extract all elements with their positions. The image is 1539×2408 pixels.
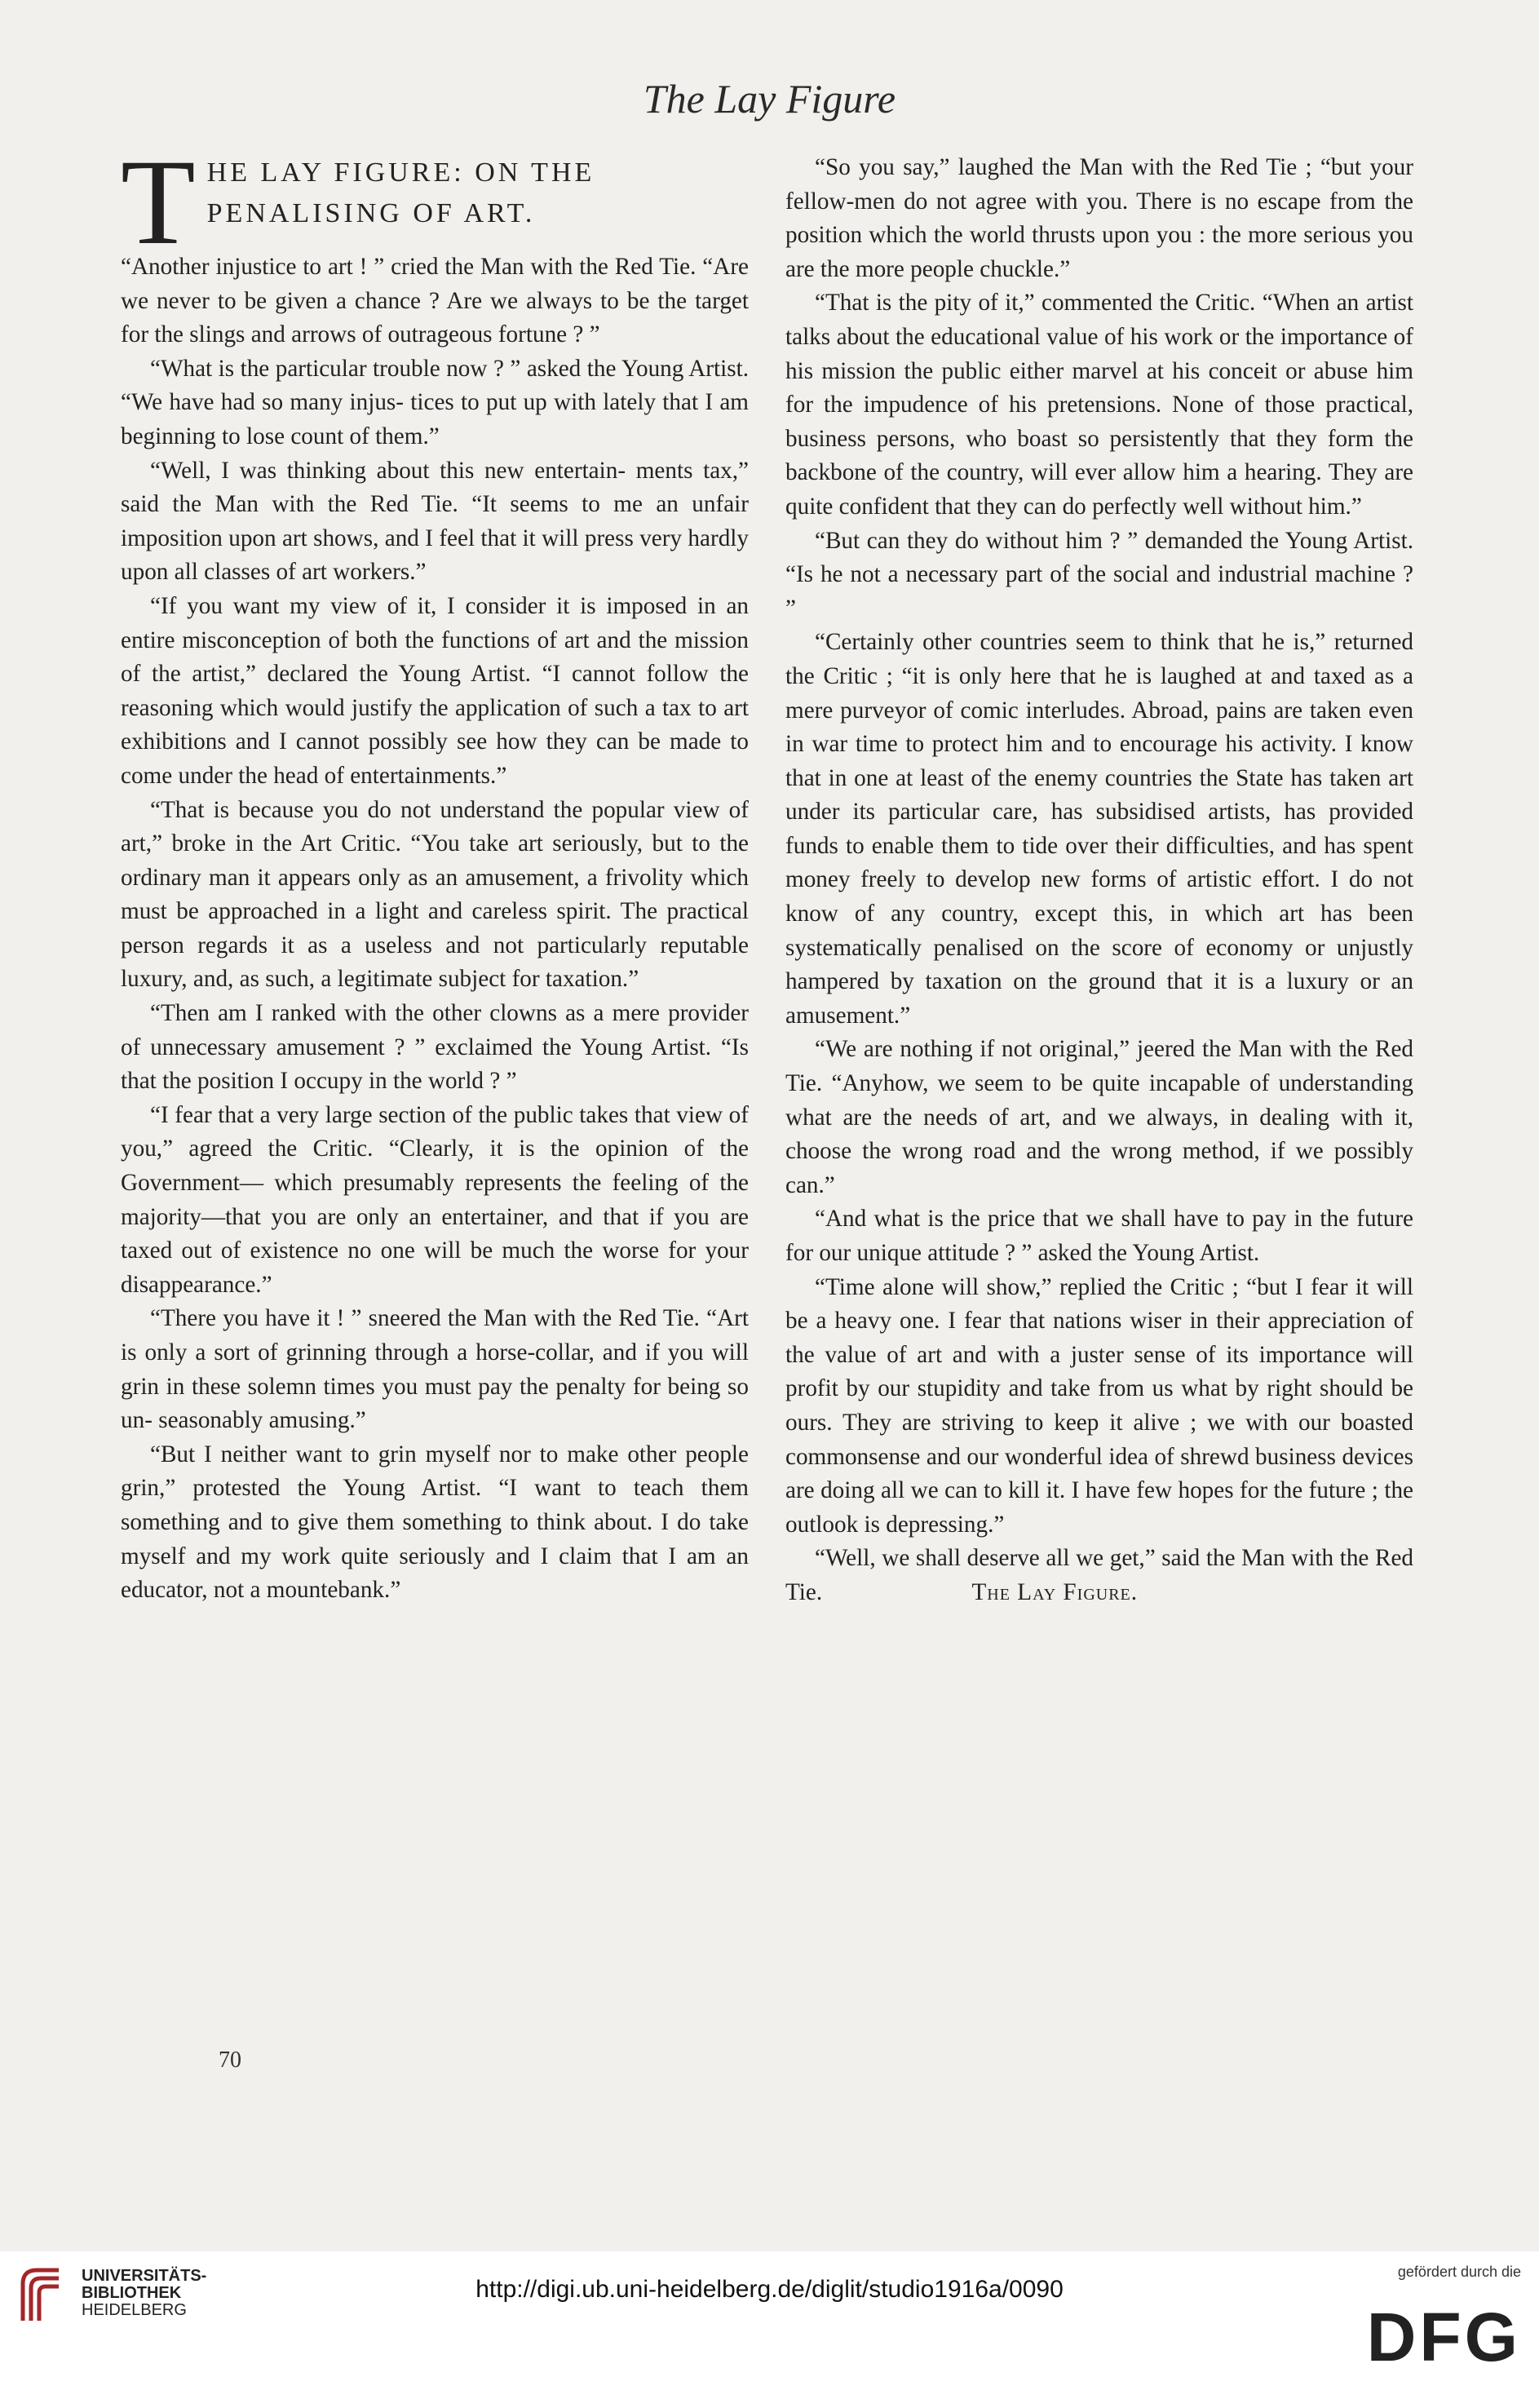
paragraph: “Then am I ranked with the other clowns as a mere provider of unnecessary amusement ? ” exclaimed the Young Artist. “Is that the position I occupy in the world ? ” — [121, 1000, 749, 1095]
closing-paragraph — [785, 1542, 1413, 1609]
library-name-line: UNIVERSITÄTS- — [82, 2267, 207, 2285]
right-column — [785, 151, 1413, 1610]
funding-note: gefördert durch die — [1397, 2264, 1521, 2280]
paragraph: “If you want my view of it, I consider it is imposed in an entire misconception of both the functions of art and the mission of the artist,” declared the Young Artist. “I cannot follow the reasoning which would justify the application of such a tax to art exhibitions and I cannot possibly see how they can be made to come under the head of entertainments.” — [121, 592, 749, 789]
paragraph: “And what is the price that we shall have to pay in the future for our unique attitude ? ” asked the Young Artist. — [785, 1206, 1413, 1266]
paragraph: “There you have it ! ” sneered the Man with the Red Tie. “Art is only a sort of grinning through a horse-collar, and if you will grin in these solemn times you must pay the penalty for being so un- seasonably amusing.” — [121, 1305, 749, 1434]
paragraph: “That is the pity of it,” commented the Critic. “When an artist talks about the educational value of his work or the importance of his mission the public either marvel at his conceit or abuse him for the impudence of his pretensions. None of those practical, business persons, who boast so persistently that they form the backbone of the country, will ever allow him a hearing. They are quite confident that they can do perfectly well without him.” — [785, 290, 1413, 520]
source-url-link[interactable]: http://digi.ub.uni-heidelberg.de/diglit/studio1916a/0090 — [475, 2276, 1064, 2303]
digitization-footer — [0, 2251, 1539, 2408]
paragraph: “I fear that a very large section of the public takes that view of you,” agreed the Critic. “Clearly, it is the opinion of the Government— which presumably represents the feeling of the majority—that you are only an entertainer, and that if you are taxed out of existence no one will be much the worse for your disappearance.” — [121, 1101, 749, 1298]
running-head: The Lay Figure — [643, 76, 896, 122]
paragraph: “Another injustice to art ! ” cried the Man with the Red Tie. “Are we never to be given a chance ? Are we always to be the target for the slings and arrows of outrageous fortune ? ” — [121, 254, 749, 348]
library-name-line: HEIDELBERG — [82, 2301, 187, 2319]
paragraph: “So you say,” laughed the Man with the Red Tie ; “but your fellow-men do not agree with you. There is no escape from the position which the world thrusts upon you : the more serious you are the more people chuckle.” — [785, 154, 1413, 282]
paragraph: “Well, I was thinking about this new entertain- ments tax,” said the Man with the Red Tie. “It seems to me an unfair imposition upon art shows, and I feel that it will press very hardly upon all classes of art workers.” — [121, 457, 749, 586]
signature: The Lay Figure. — [971, 1578, 1139, 1605]
paragraph: “Certainly other countries seem to think that he is,” returned the Critic ; “it is only here that he is laughed at and taxed as a mere purveyor of comic interludes. Abroad, pains are taken even in war time to protect him and to encourage his activity. I know that in one at least of the enemy countries the State has taken art under its particular care, has subsidised artists, has provided funds to enable them to tide over their difficulties, and has spent money freely to develop new forms of artistic effort. I do not know of any country, except this, in which art has been systematically penalised on the score of economy or unjustly hampered by taxation on the ground that it is a luxury or an amusement.” — [785, 629, 1413, 1029]
paragraph: “We are nothing if not original,” jeered the Man with the Red Tie. “Anyhow, we seem to be quite incapable of understanding what are the needs of art, and we always, in dealing with it, choose the wrong road and the wrong method, if we possibly can.” — [785, 1036, 1413, 1198]
paragraph: “But I neither want to grin myself nor to make other people grin,” protested the Young Artist. “I want to teach them something and to give them something to think about. I do take myself and my work quite seriously and I claim that I am an educator, not a mountebank.” — [121, 1441, 749, 1604]
paragraph: “What is the particular trouble now ? ” asked the Young Artist. “We have had so many injus- tices to put up with lately that I am beginning to lose count of them.” — [121, 355, 749, 449]
paragraph: “But can they do without him ? ” demanded the Young Artist. “Is he not a necessary part of the social and industrial machine ? ” — [785, 527, 1413, 622]
article-title: HE LAY FIGURE: ON THE PENALISING OF ART. — [206, 157, 595, 228]
article-heading — [121, 135, 749, 270]
closing-text: “Well, we shall deserve all we get,” said the Man with the Red Tie. — [785, 1545, 1413, 1605]
left-column — [121, 135, 749, 1608]
paragraph: “Time alone will show,” replied the Critic ; “but I fear it will be a heavy one. I fear that nations wiser in their appreciation of the value of art and with a juster sense of its importance will profit by our stupidity and take from us what by right should be ours. They are striving to keep it alive ; we with our boasted commonsense and our wonderful idea of shrewd business devices are doing all we can to kill it. I have few hopes for the future ; the outlook is depressing.” — [785, 1273, 1413, 1538]
dfg-logo[interactable]: DFG — [1366, 2299, 1521, 2375]
page-number: 70 — [219, 2047, 241, 2073]
library-name-line: BIBLIOTHEK — [82, 2284, 182, 2302]
drop-cap: T — [121, 135, 196, 270]
paragraph: “That is because you do not understand the popular view of art,” broke in the Art Critic. “You take art seriously, but to the ordinary man it appears only as an amusement, a frivolity which must be approached in a light and careless spirit. The practical person regards it as a useless and not particularly reputable luxury, and, as such, a legitimate subject for taxation.” — [121, 796, 749, 993]
